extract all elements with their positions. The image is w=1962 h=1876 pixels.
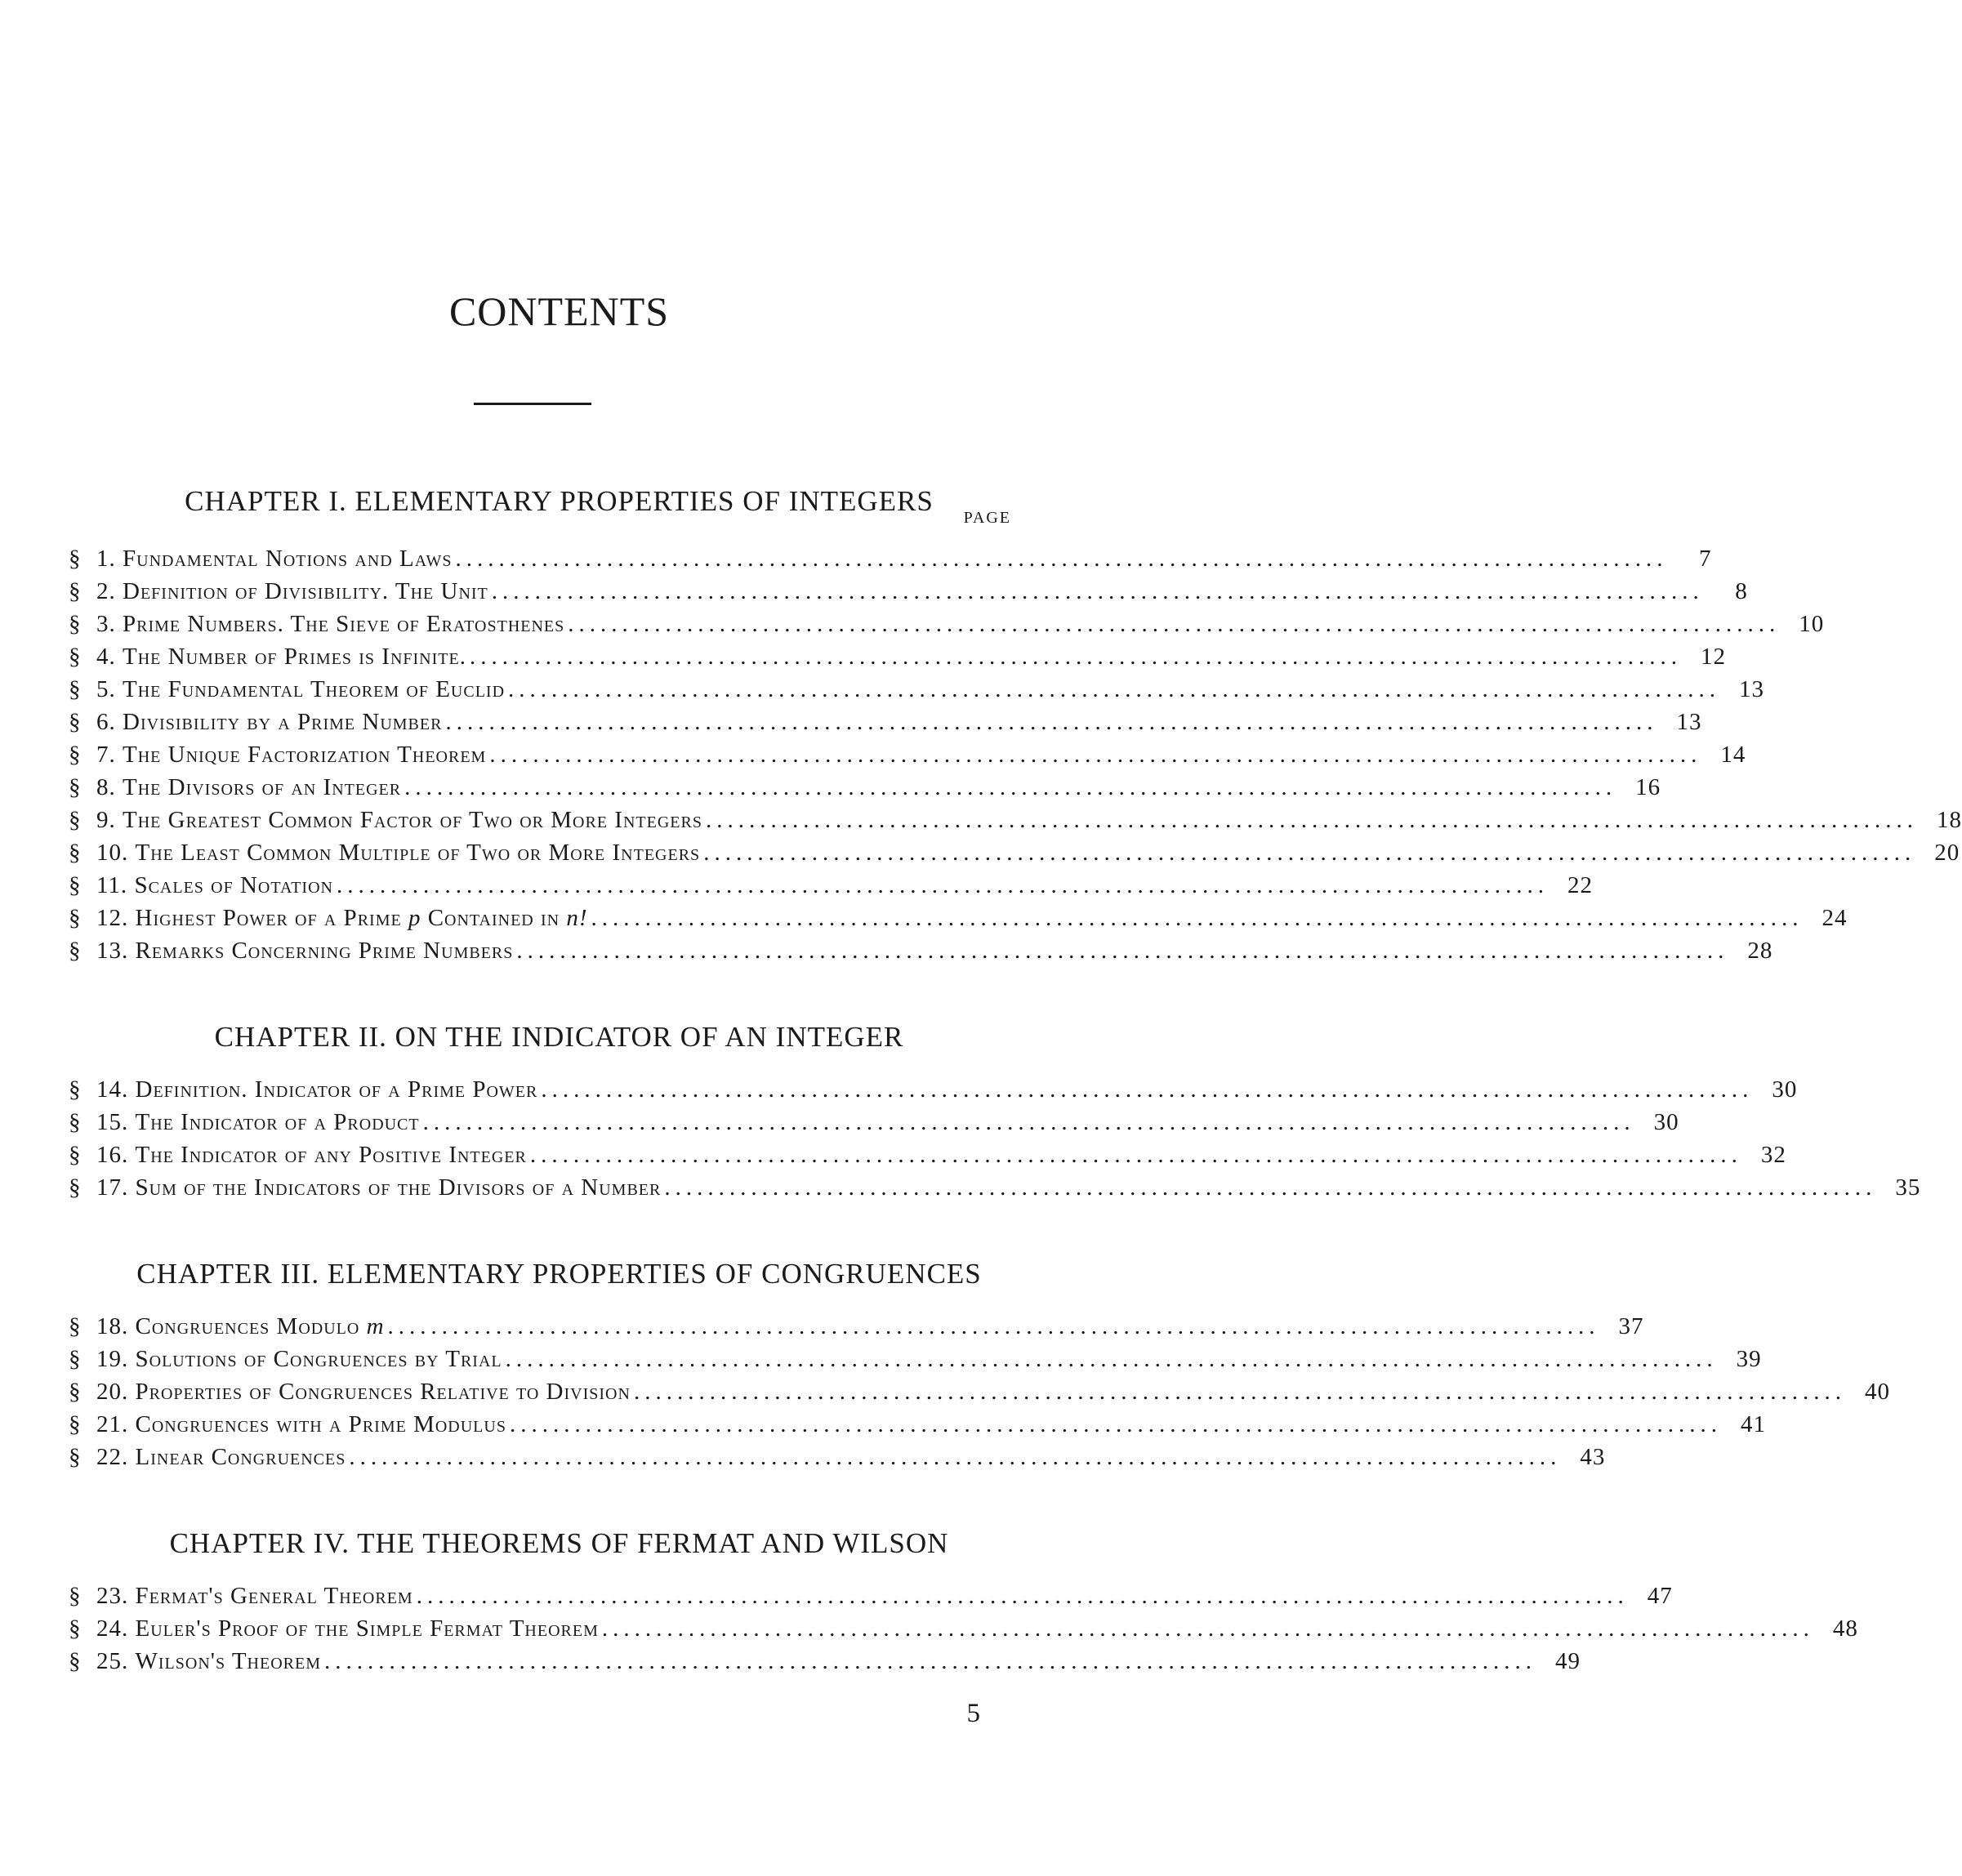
entry-title: The Fundamental Theorem of Euclid [123, 676, 506, 702]
entry-page: 13 [1739, 676, 1765, 702]
leader-dots: ................................................................................................................ [516, 938, 1729, 964]
section-number: 16. [96, 1142, 129, 1168]
leader-dots: ................................................................................................................ [568, 611, 1781, 637]
entry-page: 8 [1735, 578, 1748, 604]
section-sign: § [69, 676, 82, 702]
math-variable: m [366, 1313, 385, 1339]
leader-dots: ................................................................................................................ [349, 1444, 1562, 1470]
section-number: 24. [96, 1615, 129, 1642]
toc-entry[interactable] [69, 1648, 1581, 1681]
leader-dots: ................................................................................................................ [336, 872, 1549, 898]
leader-dots: ................................................................................................................ [664, 1174, 1877, 1201]
section-number: 1. [96, 546, 116, 572]
section-number: 8. [96, 774, 116, 800]
chapter-heading: CHAPTER I. ELEMENTARY PROPERTIES OF INTEGERS [185, 485, 934, 517]
entry-title: Solutions of Congruences by Trial [135, 1346, 502, 1372]
leader-dots: ................................................................................................................ [509, 1411, 1722, 1437]
entry-title: The Greatest Common Factor of Two or More Integers [123, 807, 702, 833]
entry-page: 35 [1895, 1174, 1921, 1201]
entry-title: The Indicator of any Positive Integer [135, 1142, 527, 1168]
section-number: 3. [96, 611, 116, 637]
entry-title: The Divisors of an Integer [123, 774, 402, 800]
entry-title: Prime Numbers. The Sieve of Eratosthenes [123, 611, 565, 637]
entry-page: 30 [1653, 1109, 1679, 1135]
toc-entry[interactable] [69, 1583, 1673, 1615]
toc-entry[interactable] [69, 1615, 1858, 1648]
folio-page-number: 5 [966, 1699, 980, 1728]
entry-page: 20 [1934, 840, 1960, 866]
entry-page: 28 [1747, 938, 1773, 964]
toc-entry[interactable] [69, 546, 1712, 578]
section-number: 21. [96, 1411, 129, 1437]
chapter-heading: CHAPTER IV. THE THEOREMS OF FERMAT AND WILSON [169, 1527, 949, 1559]
toc-entry[interactable] [69, 676, 1765, 709]
entry-title-part: Congruences Modulo [135, 1313, 360, 1339]
leader-dots: ................................................................................................................ [455, 546, 1668, 572]
section-number: 10. [96, 840, 129, 866]
entry-title: Properties of Congruences Relative to Division [135, 1379, 631, 1405]
section-sign: § [69, 709, 82, 735]
toc-entry[interactable] [69, 611, 1825, 644]
entry-page: 47 [1647, 1583, 1673, 1609]
section-sign: § [69, 578, 82, 604]
entry-title: Congruences with a Prime Modulus [135, 1411, 506, 1437]
toc-entry[interactable] [69, 709, 1702, 742]
entry-title-part: Contained in [427, 905, 560, 931]
section-number: 22. [96, 1444, 129, 1470]
section-sign: § [69, 1076, 82, 1103]
section-sign: § [69, 1109, 82, 1135]
section-sign: § [69, 1346, 82, 1372]
entry-page: 37 [1618, 1313, 1644, 1339]
entry-page: 39 [1736, 1346, 1762, 1372]
leader-dots: ................................................................................................................ [591, 905, 1804, 931]
toc-entry[interactable] [69, 1379, 1890, 1411]
section-sign: § [69, 1411, 82, 1437]
entry-page: 40 [1864, 1379, 1890, 1405]
section-number: 7. [96, 742, 116, 768]
section-sign: § [69, 1583, 82, 1609]
leader-dots: ................................................................................................................ [416, 1583, 1629, 1609]
leader-dots: ................................................................................................................ [505, 1346, 1718, 1372]
entry-title: The Indicator of a Product [135, 1109, 420, 1135]
entry-page: 43 [1580, 1444, 1606, 1470]
leader-dots: ................................................................................................................ [601, 1615, 1814, 1642]
entry-page: 32 [1760, 1142, 1786, 1168]
toc-entry[interactable] [69, 1174, 1921, 1207]
entry-title-part: Highest Power of a Prime [135, 905, 402, 931]
section-sign: § [69, 742, 82, 768]
section-number: 15. [96, 1109, 129, 1135]
section-number: 23. [96, 1583, 129, 1609]
section-sign: § [69, 644, 82, 670]
entry-title: Linear Congruences [135, 1444, 346, 1470]
section-sign: § [69, 546, 82, 572]
section-number: 2. [96, 578, 116, 604]
toc-entry[interactable] [69, 644, 1726, 676]
toc-entry[interactable] [69, 1313, 1644, 1346]
section-sign: § [69, 938, 82, 964]
section-sign: § [69, 1444, 82, 1470]
leader-dots: ................................................................................................................ [633, 1379, 1846, 1405]
math-variable: p [408, 905, 421, 931]
section-number: 9. [96, 807, 116, 833]
section-sign: § [69, 840, 82, 866]
leader-dots: ................................................................................................................ [422, 1109, 1635, 1135]
toc-entry[interactable] [69, 807, 1962, 840]
toc-entry[interactable] [69, 774, 1661, 807]
chapter-heading: CHAPTER II. ON THE INDICATOR OF AN INTEGER [214, 1021, 904, 1053]
entry-title [136, 905, 588, 932]
title-rule [474, 403, 591, 405]
entry-page: 48 [1832, 1615, 1858, 1642]
entry-title: The Number of Primes is Infinite. [123, 644, 466, 670]
entry-title: Wilson's Theorem [135, 1648, 321, 1674]
entry-page: 14 [1720, 742, 1746, 768]
entry-title: Fundamental Notions and Laws [123, 546, 453, 572]
section-number: 11. [96, 872, 128, 898]
section-number: 5. [96, 676, 116, 702]
toc-entry[interactable] [69, 938, 1773, 970]
section-number: 14. [96, 1076, 129, 1103]
leader-dots: ................................................................................................................ [324, 1648, 1536, 1674]
entry-title: Definition. Indicator of a Prime Power [135, 1076, 538, 1103]
toc-entry[interactable] [69, 1142, 1786, 1174]
entry-page: 41 [1740, 1411, 1766, 1437]
section-number: 19. [96, 1346, 129, 1372]
section-sign: § [69, 1142, 82, 1168]
leader-dots: ................................................................................................................ [491, 578, 1704, 604]
section-sign: § [69, 1313, 82, 1339]
section-sign: § [69, 774, 82, 800]
section-number: 17. [96, 1174, 129, 1201]
section-number: 4. [96, 644, 116, 670]
entry-title: Remarks Concerning Prime Numbers [135, 938, 514, 964]
entry-title: Divisibility by a Prime Number [123, 709, 443, 735]
toc-entry[interactable] [69, 1411, 1766, 1444]
page-title: CONTENTS [448, 288, 670, 334]
leader-dots: ................................................................................................................ [703, 840, 1916, 866]
entry-title: Sum of the Indicators of the Divisors of a Number [135, 1174, 662, 1201]
section-number: 18. [96, 1313, 129, 1339]
leader-dots: ................................................................................................................ [404, 774, 1617, 800]
toc-entry[interactable] [69, 905, 1848, 938]
toc-entry[interactable] [69, 872, 1593, 905]
section-sign: § [69, 1379, 82, 1405]
toc-entry[interactable] [69, 1109, 1679, 1142]
entry-title: Fermat's General Theorem [135, 1583, 413, 1609]
section-number: 6. [96, 709, 116, 735]
leader-dots: ................................................................................................................ [469, 644, 1682, 670]
math-variable: n! [566, 905, 588, 931]
entry-title: Scales of Notation [134, 872, 333, 898]
leader-dots: ................................................................................................................ [529, 1142, 1742, 1168]
toc-entry[interactable] [69, 742, 1746, 774]
entry-title [136, 1313, 385, 1340]
entry-page: 30 [1772, 1076, 1798, 1103]
entry-title: The Least Common Multiple of Two or More Integers [135, 840, 701, 866]
entry-page: 7 [1699, 546, 1712, 572]
leader-dots: ................................................................................................................ [387, 1313, 1600, 1339]
section-sign: § [69, 1648, 82, 1674]
section-number: 25. [96, 1648, 129, 1674]
section-sign: § [69, 905, 82, 931]
leader-dots: ................................................................................................................ [705, 807, 1918, 833]
leader-dots: ................................................................................................................ [541, 1076, 1754, 1103]
section-sign: § [69, 807, 82, 833]
section-number: 12. [96, 905, 129, 931]
entry-page: 24 [1822, 905, 1848, 931]
entry-page: 10 [1799, 611, 1825, 637]
toc-entry[interactable] [69, 1076, 1798, 1109]
leader-dots: ................................................................................................................ [445, 709, 1658, 735]
entry-page: 18 [1936, 807, 1962, 833]
entry-title: Definition of Divisibility. The Unit [123, 578, 488, 604]
section-sign: § [69, 1615, 82, 1642]
entry-title: The Unique Factorization Theorem [123, 742, 487, 768]
toc-entry[interactable] [69, 1444, 1606, 1477]
section-sign: § [69, 611, 82, 637]
leader-dots: ................................................................................................................ [489, 742, 1702, 768]
toc-entry[interactable] [69, 1346, 1762, 1379]
section-number: 13. [96, 938, 129, 964]
entry-page: 22 [1567, 872, 1593, 898]
section-sign: § [69, 872, 82, 898]
entry-page: 13 [1676, 709, 1702, 735]
entry-title: Euler's Proof of the Simple Fermat Theorem [135, 1615, 599, 1642]
toc-entry[interactable] [69, 578, 1748, 611]
section-sign: § [69, 1174, 82, 1201]
entry-page: 49 [1555, 1648, 1581, 1674]
chapter-heading: CHAPTER III. ELEMENTARY PROPERTIES OF CONGRUENCES [136, 1258, 982, 1290]
entry-page: 12 [1700, 644, 1726, 670]
section-number: 20. [96, 1379, 129, 1405]
leader-dots: ................................................................................................................ [508, 676, 1721, 702]
toc-entry[interactable] [69, 840, 1960, 872]
entry-page: 16 [1635, 774, 1661, 800]
page-column-header: PAGE [963, 509, 1011, 527]
